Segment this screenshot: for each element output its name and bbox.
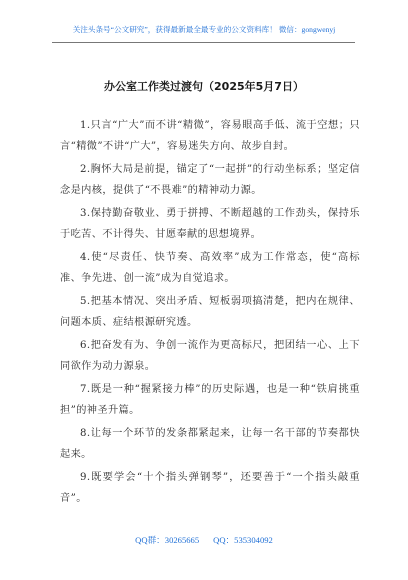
paragraph-1: 1.只言“广大”而不讲“精微”，容易眼高手低、流于空想；只言“精微”不讲“广大”，容易迷失方向、故步自封。 (60, 120, 360, 152)
footer-contact (0, 534, 408, 546)
paragraph-2: 2.胸怀大局是前提，锚定了“一起拼”的行动坐标系；坚定信念是内核，提供了“不畏难”的精神动力源。 (60, 164, 360, 196)
document-title: 办公室工作类过渡句（2025年5月7日） (104, 80, 304, 93)
paragraph-8: 8.让每一个环节的发条都紧起来，让每一名干部的节奏都快起来。 (60, 428, 360, 460)
qq-group-label: QQ群： (135, 535, 165, 545)
qq-number[interactable]: 535304092 (234, 535, 273, 545)
paragraph-6: 6.把奋发有为、争创一流作为更高标尺，把团结一心、上下同欲作为动力源泉。 (60, 340, 360, 372)
qq-group-number[interactable]: 30265665 (164, 535, 200, 545)
paragraph-4: 4.使“尽责任、快节奏、高效率”成为工作常态，使“高标准、争先进、创一流”成为自觉追求。 (60, 252, 360, 284)
paragraph-7: 7.既是一种“握紧接力棒”的历史际遇，也是一种“铁肩挑重担”的神圣升篇。 (60, 384, 360, 416)
document-body (60, 116, 360, 512)
header-notice-text: 关注头条号“公文研究”，获得最新最全最专业的公文资料库！ 微信： (72, 25, 302, 34)
header-notice (0, 24, 408, 35)
paragraph-5: 5.把基本情况、突出矛盾、短板弱项搞清楚，把内在规律、问题本质、症结根源研究透。 (60, 296, 360, 328)
paragraph-3: 3.保持勤奋敬业、勇于拼搏、不断超越的工作劲头，保持乐于吃苦、不计得失、甘愿奉献的思想境界。 (60, 208, 360, 240)
wechat-id[interactable]: gongwenyj (301, 25, 336, 34)
paragraph-9: 9.既要学会“十个指头弹钢琴”，还要善于“一个指头敲重音”。 (60, 472, 360, 504)
qq-label: QQ： (213, 535, 235, 545)
header-divider (52, 42, 355, 43)
